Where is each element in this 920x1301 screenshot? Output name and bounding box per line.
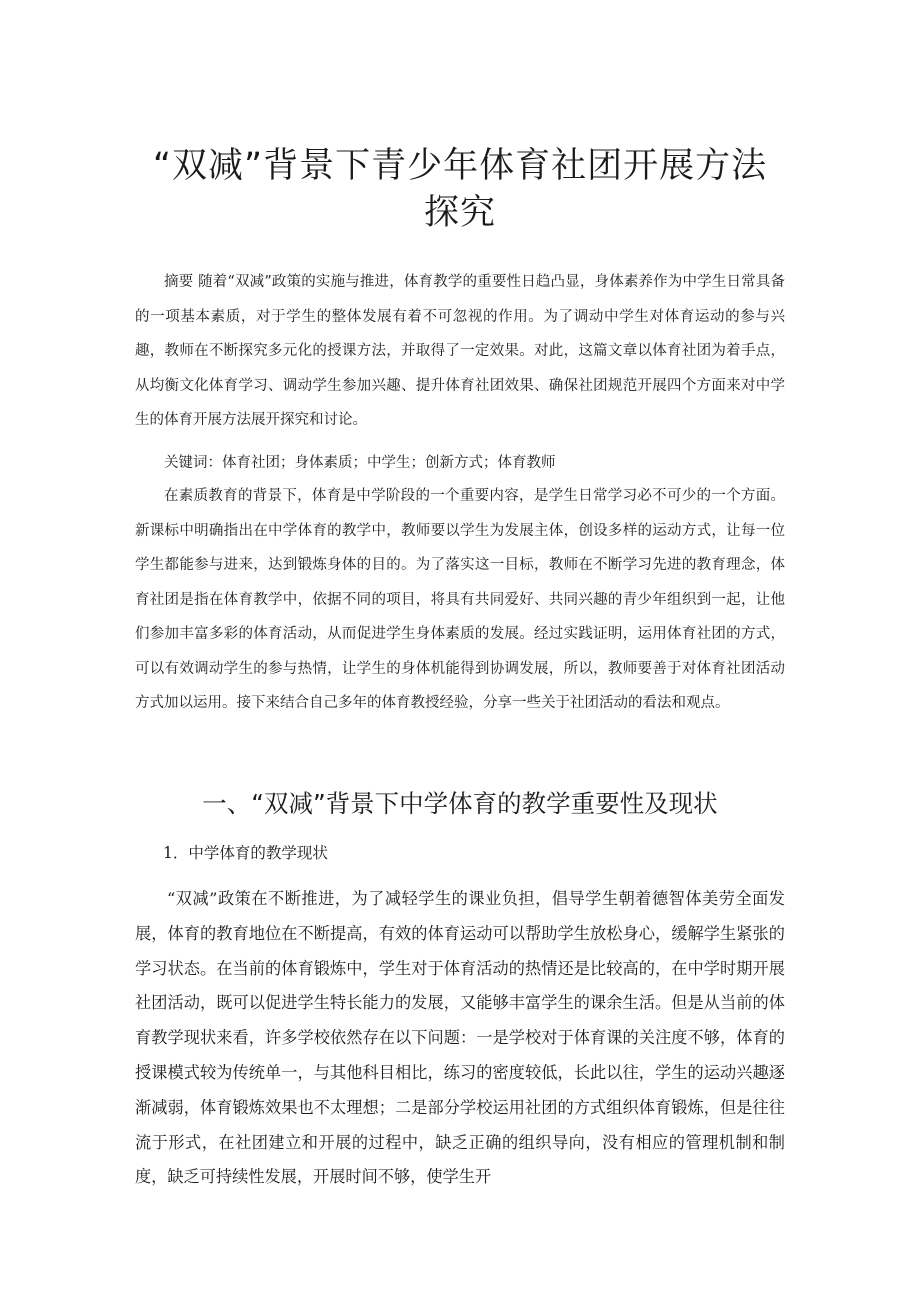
document-title-line2: 探究 — [423, 193, 496, 233]
section-body-paragraph: “双减”政策在不断推进，为了减轻学生的课业负担，倡导学生朝着德智体美劳全面发展，体育的教育地位在不断提高，有效的体育运动可以帮助学生放松身心，缓解学生紧张的学习状态。在当前的体育锻炼中，学生对于体育活动的热情还是比较高的，在中学时期开展社团活动，既可以促进学生特长能力的发展，又能够丰富学生的课余生活。但是从当前的体育教学现状来看，许多学校依然存在以下问题：一是学校对于体育课的关注度不够，体育的授课模式较为传统单一，与其他科目相比，练习的密度较低，长此以往，学生的运动兴趣逐渐减弱，体育锻炼效果也不太理想；二是部分学校运用社团的方式组织体育锻炼，但是往往流于形式，在社团建立和开展的过程中，缺乏正确的组织导向，没有相应的管理机制和制度，缺乏可持续性发展，开展时间不够，使学生开 — [135, 889, 785, 1187]
keywords-line: 关键词：体育社团；身体素质；中学生；创新方式；体育教师 — [164, 455, 556, 471]
document-title-line1: “双减”背景下青少年体育社团开展方法 — [152, 146, 768, 186]
subsection-heading: 1．中学体育的教学现状 — [163, 844, 328, 862]
section-heading: 一、“双减”背景下中学体育的教学重要性及现状 — [202, 789, 718, 818]
intro-paragraph: 在素质教育的背景下，体育是中学阶段的一个重要内容，是学生日常学习必不可少的一个方面。新课标中明确指出在中学体育的教学中，教师要以学生为发展主体，创设多样的运动方式，让每一位学生都能参与进来，达到锻炼身体的目的。为了落实这一目标，教师在不断学习先进的教育理念，体育社团是指在体育教学中，依据不同的项目，将具有共同爱好、共同兴趣的青少年组织到一起，让他们参加丰富多彩的体育活动，从而促进学生身体素质的发展。经过实践证明，运用体育社团的方式，可以有效调动学生的参与热情，让学生的身体机能得到协调发展，所以，教师要善于对体育社团活动方式加以运用。接下来结合自己多年的体育教授经验，分享一些关于社团活动的看法和观点。 — [135, 488, 785, 711]
abstract-paragraph: 摘要 随着“双减”政策的实施与推进，体育教学的重要性日趋凸显，身体素养作为中学生日常具备的一项基本素质，对于学生的整体发展有着不可忽视的作用。为了调动中学生对体育运动的参与兴趣，教师在不断探究多元化的授课方法，并取得了一定效果。对此，这篇文章以体育社团为着手点，从均衡文化体育学习、调动学生参加兴趣、提升体育社团效果、确保社团规范开展四个方面来对中学生的体育开展方法展开探究和讨论。 — [135, 274, 785, 428]
